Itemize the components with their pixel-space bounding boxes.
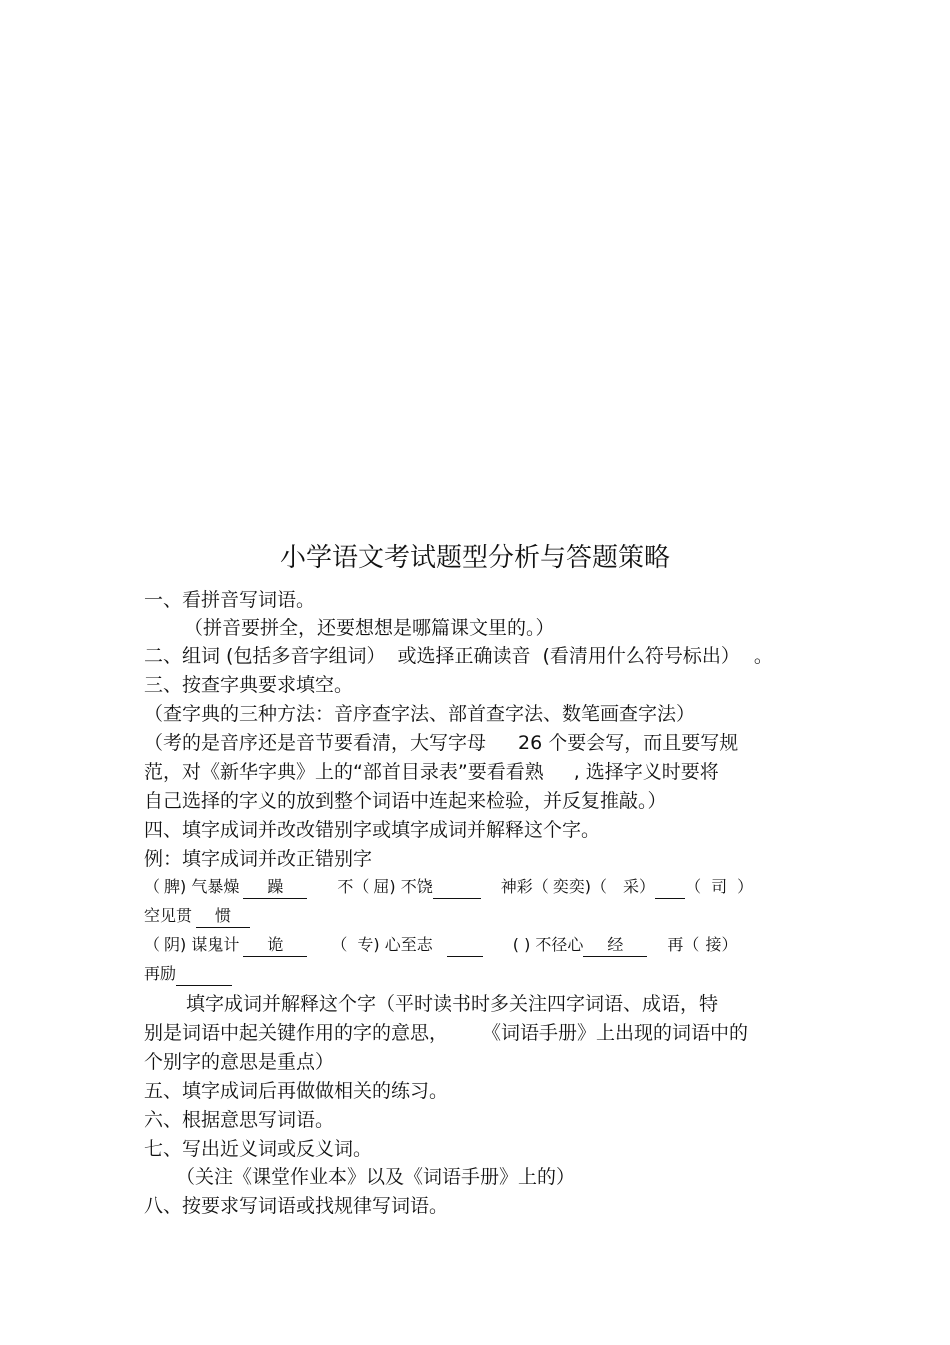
section-2-part-d: 。 (753, 645, 773, 667)
explain-line-3: 个别字的意思是重点） (144, 1051, 335, 1073)
exercise-char: 专 (357, 935, 374, 954)
exercise-text: 空见贯 (144, 906, 193, 925)
section-2-part-a: 二、组词 (包括多音字组词） (144, 645, 386, 667)
section-3-paragraph-part: 26 个要会写，而且要写规 (518, 732, 739, 754)
answer-blank (176, 964, 232, 986)
exercise-text: ） (737, 877, 754, 896)
section-4-heading: 四、填字成词并改改错别字或填字成词并解释这个字。 (144, 819, 601, 841)
explain-line-1: 填字成词并解释这个字（平时读书时多关注四字词语、成语，特 (186, 993, 719, 1015)
exercise-text: （ (331, 935, 348, 954)
section-3-paragraph-line-3: 自己选择的字义的放到整个词语中连起来检验，并反复推敲。） (144, 790, 667, 812)
section-1-note: （拼音要拼全，还要想想是哪篇课文里的。） (184, 617, 555, 639)
section-3-paragraph-part: , 选择字义时要将 (573, 761, 719, 783)
section-3-paragraph-part: （考的是音序还是音节要看清，大写字母 (144, 732, 487, 754)
section-2-part-b: 或选择正确读音 (397, 645, 531, 667)
section-2-heading (144, 642, 773, 670)
section-3-paragraph-line-2 (144, 758, 719, 786)
exercise-row-2 (144, 904, 250, 928)
section-5-heading: 五、填字成词后再做做相关的练习。 (144, 1080, 449, 1102)
exercise-text: )（ (584, 877, 608, 896)
answer-blank (655, 877, 685, 899)
exercise-text: 再励 (144, 964, 177, 983)
exercise-text: ) 气暴燥 (180, 877, 240, 896)
exercise-text: （ (685, 877, 702, 896)
exercise-text: ) 心至志 (373, 935, 433, 954)
exercise-text: 再（ (667, 935, 700, 954)
explain-line-2 (144, 1019, 748, 1047)
exercise-text: ） (639, 877, 656, 896)
section-3-note: （查字典的三种方法：音序查字法、部首查字法、数笔画查字法） (144, 703, 696, 725)
exercise-text: ( ) 不径心 (512, 935, 584, 954)
answer-blank (433, 877, 481, 899)
exercise-char: 阴 (164, 935, 181, 954)
exercise-text: （ (144, 877, 161, 896)
exercise-text: ） (721, 935, 738, 954)
exercise-row-1 (144, 875, 753, 899)
answer-blank (447, 935, 483, 957)
section-3-heading: 三、按查字典要求填空。 (144, 674, 354, 696)
exercise-text: ) 不饶 (389, 877, 433, 896)
section-2-part-c: (看清用什么符号标出） (542, 645, 740, 667)
answer-blank: 惯 (196, 906, 250, 928)
exercise-char: 司 (711, 877, 728, 896)
section-6-heading: 六、根据意思写词语。 (144, 1109, 335, 1131)
answer-blank: 躁 (243, 877, 307, 899)
exercise-row-4 (144, 962, 232, 986)
section-7-note: （关注《课堂作业本》以及《词语手册》上的） (176, 1166, 576, 1188)
answer-blank: 经 (583, 935, 647, 957)
exercise-text: ) 谋鬼计 (180, 935, 240, 954)
exercise-char: 脾 (164, 877, 181, 896)
explain-part: 《词语手册》上出现的词语中的 (482, 1022, 749, 1044)
answer-blank: 诡 (243, 935, 307, 957)
exercise-text: 神彩（ (500, 877, 549, 896)
exercise-row-3 (144, 933, 737, 957)
exercise-char: 采 (623, 877, 640, 896)
section-1-heading: 一、看拼音写词语。 (144, 589, 316, 611)
explain-part: 别是词语中起关键作用的字的意思， (144, 1022, 449, 1044)
section-7-heading: 七、写出近义词或反义词。 (144, 1138, 373, 1160)
exercise-text: 不（ (337, 877, 370, 896)
section-3-paragraph-part: 范，对《新华字典》上的“部首目录表”要看看熟 (144, 761, 544, 783)
section-3-paragraph-line-1 (144, 729, 738, 757)
exercise-char: 奕奕 (552, 877, 585, 896)
section-4-example: 例：填字成词并改正错别字 (144, 848, 373, 870)
exercise-text: （ (144, 935, 161, 954)
exercise-char: 接 (705, 935, 722, 954)
page-title: 小学语文考试题型分析与答题策略 (279, 543, 670, 573)
exercise-char: 屈 (373, 877, 390, 896)
section-8-heading: 八、按要求写词语或找规律写词语。 (144, 1195, 449, 1217)
